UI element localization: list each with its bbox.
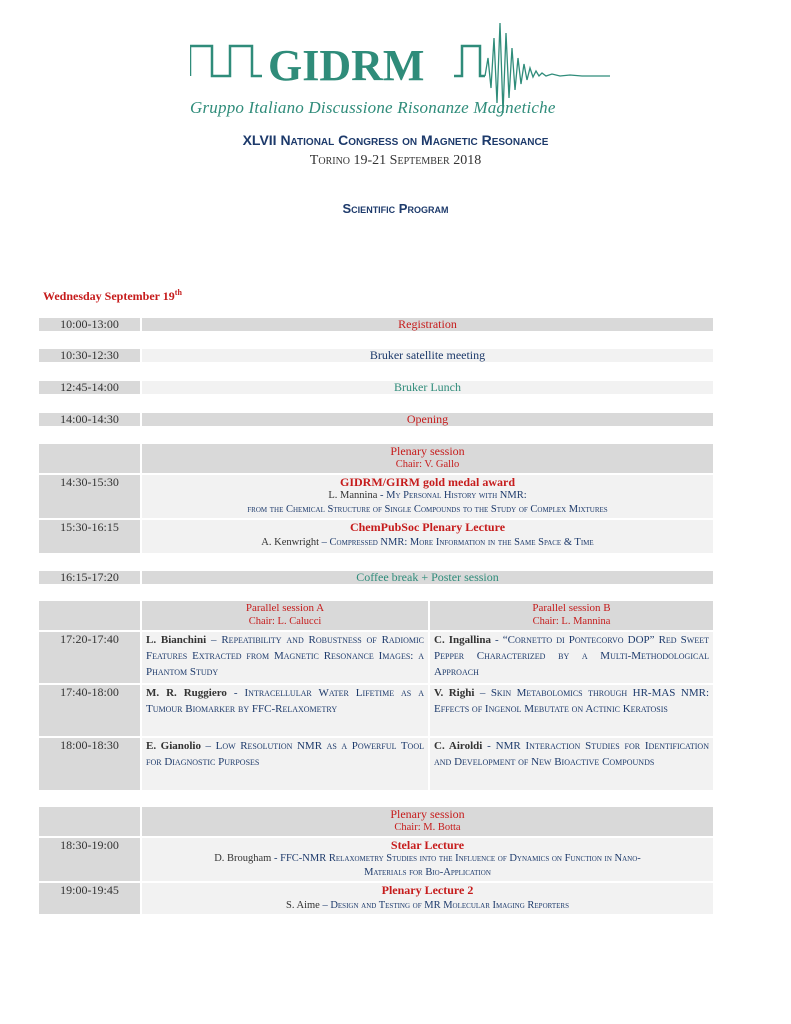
parallel-a-header: Parallel session A Chair: L. Calucci xyxy=(142,601,428,630)
parallel-b-talk-2: V. Righi – Skin Metabolomics through HR-MAS NMR: Effects of Ingenol Mebutate on Actinic Keratosis xyxy=(430,685,713,736)
time-cell: 17:40-18:00 xyxy=(39,685,140,736)
session-label: Coffee break + Poster session xyxy=(142,571,713,584)
time-cell: 12:45-14:00 xyxy=(39,381,140,394)
plenary-talk-1: GIDRM/GIRM gold medal award L. Mannina - My Personal History with NMR: from the Chemical Structure of Single Compounds to the Study of Complex Mixtures xyxy=(142,475,713,518)
session-label: Bruker satellite meeting xyxy=(142,349,713,362)
logo-square-wave xyxy=(190,46,262,76)
schedule-row-coffee-break xyxy=(39,571,713,584)
plenary-header: Plenary session Chair: V. Gallo xyxy=(142,444,713,473)
time-cell: 15:30-16:15 xyxy=(39,520,140,553)
parallel-b-header: Parallel session B Chair: L. Mannina xyxy=(430,601,713,630)
parallel-a-talk-2: M. R. Ruggiero - Intracellular Water Lifetime as a Tumour Biomarker by FFC-Relaxometry xyxy=(142,685,428,736)
time-cell: 10:00-13:00 xyxy=(39,318,140,331)
time-cell: 14:30-15:30 xyxy=(39,475,140,518)
plenary-talk-2: ChemPubSoc Plenary Lecture A. Kenwright – Compressed NMR: More Information in the Same Space & Time xyxy=(142,520,713,553)
plenary-talk-1: Stelar Lecture D. Brougham - FFC-NMR Relaxometry Studies into the Influence of Dynamics on Function in Nano- Materials for Bio-Application xyxy=(142,838,713,881)
parallel-b-talk-1: C. Ingallina - “Cornetto di Pontecorvo DOP” Red Sweet Pepper Characterized by a Multi-Methodological Approach xyxy=(430,632,713,683)
org-subtitle: Gruppo Italiano Discussione Risonanze Magnetiche xyxy=(190,98,556,117)
plenary-talk-2: Plenary Lecture 2 S. Aime – Design and Testing of MR Molecular Imaging Reporters xyxy=(142,883,713,914)
parallel-b-talk-3: C. Airoldi - NMR Interaction Studies for Identification and Development of New Bioactive Compounds xyxy=(430,738,713,790)
parallel-a-talk-1: L. Bianchini – Repeatibility and Robustness of Radiomic Features Extracted from Magnetic Resonance Images: a Phantom Study xyxy=(142,632,428,683)
time-cell: 18:00-18:30 xyxy=(39,738,140,790)
time-cell: 18:30-19:00 xyxy=(39,838,140,881)
time-cell: 19:00-19:45 xyxy=(39,883,140,914)
schedule-row-bruker-lunch xyxy=(39,381,713,394)
congress-dates: Torino 19-21 September 2018 xyxy=(309,153,482,168)
session-label: Opening xyxy=(142,413,713,426)
time-cell: 17:20-17:40 xyxy=(39,632,140,683)
plenary-session-2 xyxy=(39,807,713,915)
schedule-row-registration xyxy=(39,318,713,331)
parallel-sessions xyxy=(39,601,713,791)
congress-title: XLVII National Congress on Magnetic Resonance xyxy=(242,132,549,148)
time-cell: 16:15-17:20 xyxy=(39,571,140,584)
schedule-row-bruker-meeting xyxy=(39,349,713,362)
parallel-a-talk-3: E. Gianolio – Low Resolution NMR as a Powerful Tool for Diagnostic Purposes xyxy=(142,738,428,790)
program-title: Scientific Program xyxy=(342,201,449,216)
session-label: Registration xyxy=(142,318,713,331)
plenary-session-1 xyxy=(39,444,713,554)
schedule-row-opening xyxy=(39,413,713,426)
time-cell: 10:30-12:30 xyxy=(39,349,140,362)
day-title: Wednesday September 19th xyxy=(43,288,182,303)
logo-text: GIDRM xyxy=(268,41,425,90)
session-label: Bruker Lunch xyxy=(142,381,713,394)
logo-square-wave-right xyxy=(454,46,485,76)
plenary-header: Plenary session Chair: M. Botta xyxy=(142,807,713,836)
time-cell: 14:00-14:30 xyxy=(39,413,140,426)
